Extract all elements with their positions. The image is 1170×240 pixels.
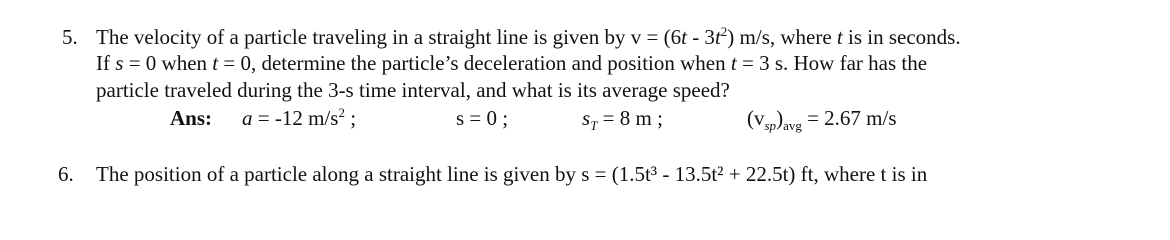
text: = 0 when (123, 51, 213, 75)
problem-5-line-3: particle traveled during the 3-s time interval, and what is its average speed? (96, 78, 730, 102)
answer-average-speed (747, 106, 897, 134)
problem-6-number: 6. (58, 162, 74, 186)
subscript-avg: avg (783, 118, 802, 134)
var-t: t (730, 51, 737, 75)
answers-label: Ans: (170, 106, 213, 130)
var-s: s (115, 51, 124, 75)
var-t: t (212, 51, 219, 75)
answer-total-distance (582, 106, 663, 134)
text: = -12 m/s (252, 106, 339, 130)
var-t: t (681, 25, 687, 49)
text: If (96, 51, 116, 75)
text: = 8 m ; (597, 106, 663, 130)
answer-deceleration (242, 106, 356, 130)
problem-5-line-1 (96, 25, 961, 49)
subscript-sp: sp (764, 118, 777, 134)
exponent: 2 (720, 24, 728, 39)
answer-position: s = 0 ; (456, 106, 509, 130)
text: is in seconds. (842, 25, 961, 49)
var-s: s (582, 106, 591, 130)
text: = 2.67 m/s (801, 106, 897, 130)
text: ) m/s, where (727, 25, 837, 49)
var-t: t (714, 25, 721, 49)
exponent: 2 (338, 105, 345, 120)
text: - 3 (686, 25, 715, 49)
text: The velocity of a particle traveling in a straight line is given by v = (6 (96, 25, 682, 49)
problem-6-line-1: The position of a particle along a straight line is given by s = (1.5t³ - 13.5t² + 22.5t) ft, where t is in (96, 162, 928, 186)
var-a: a (242, 106, 253, 130)
text: = 0, determine the particle’s deceleration and position when (218, 51, 731, 75)
var-t: t (836, 25, 843, 49)
text: = 3 s. How far has the (736, 51, 928, 75)
text: (v (747, 106, 765, 130)
subscript-t: T (590, 118, 598, 134)
text: ) (776, 106, 784, 130)
text: ; (344, 106, 357, 130)
problem-5-line-2 (96, 51, 927, 75)
problem-5-number: 5. (62, 25, 78, 49)
